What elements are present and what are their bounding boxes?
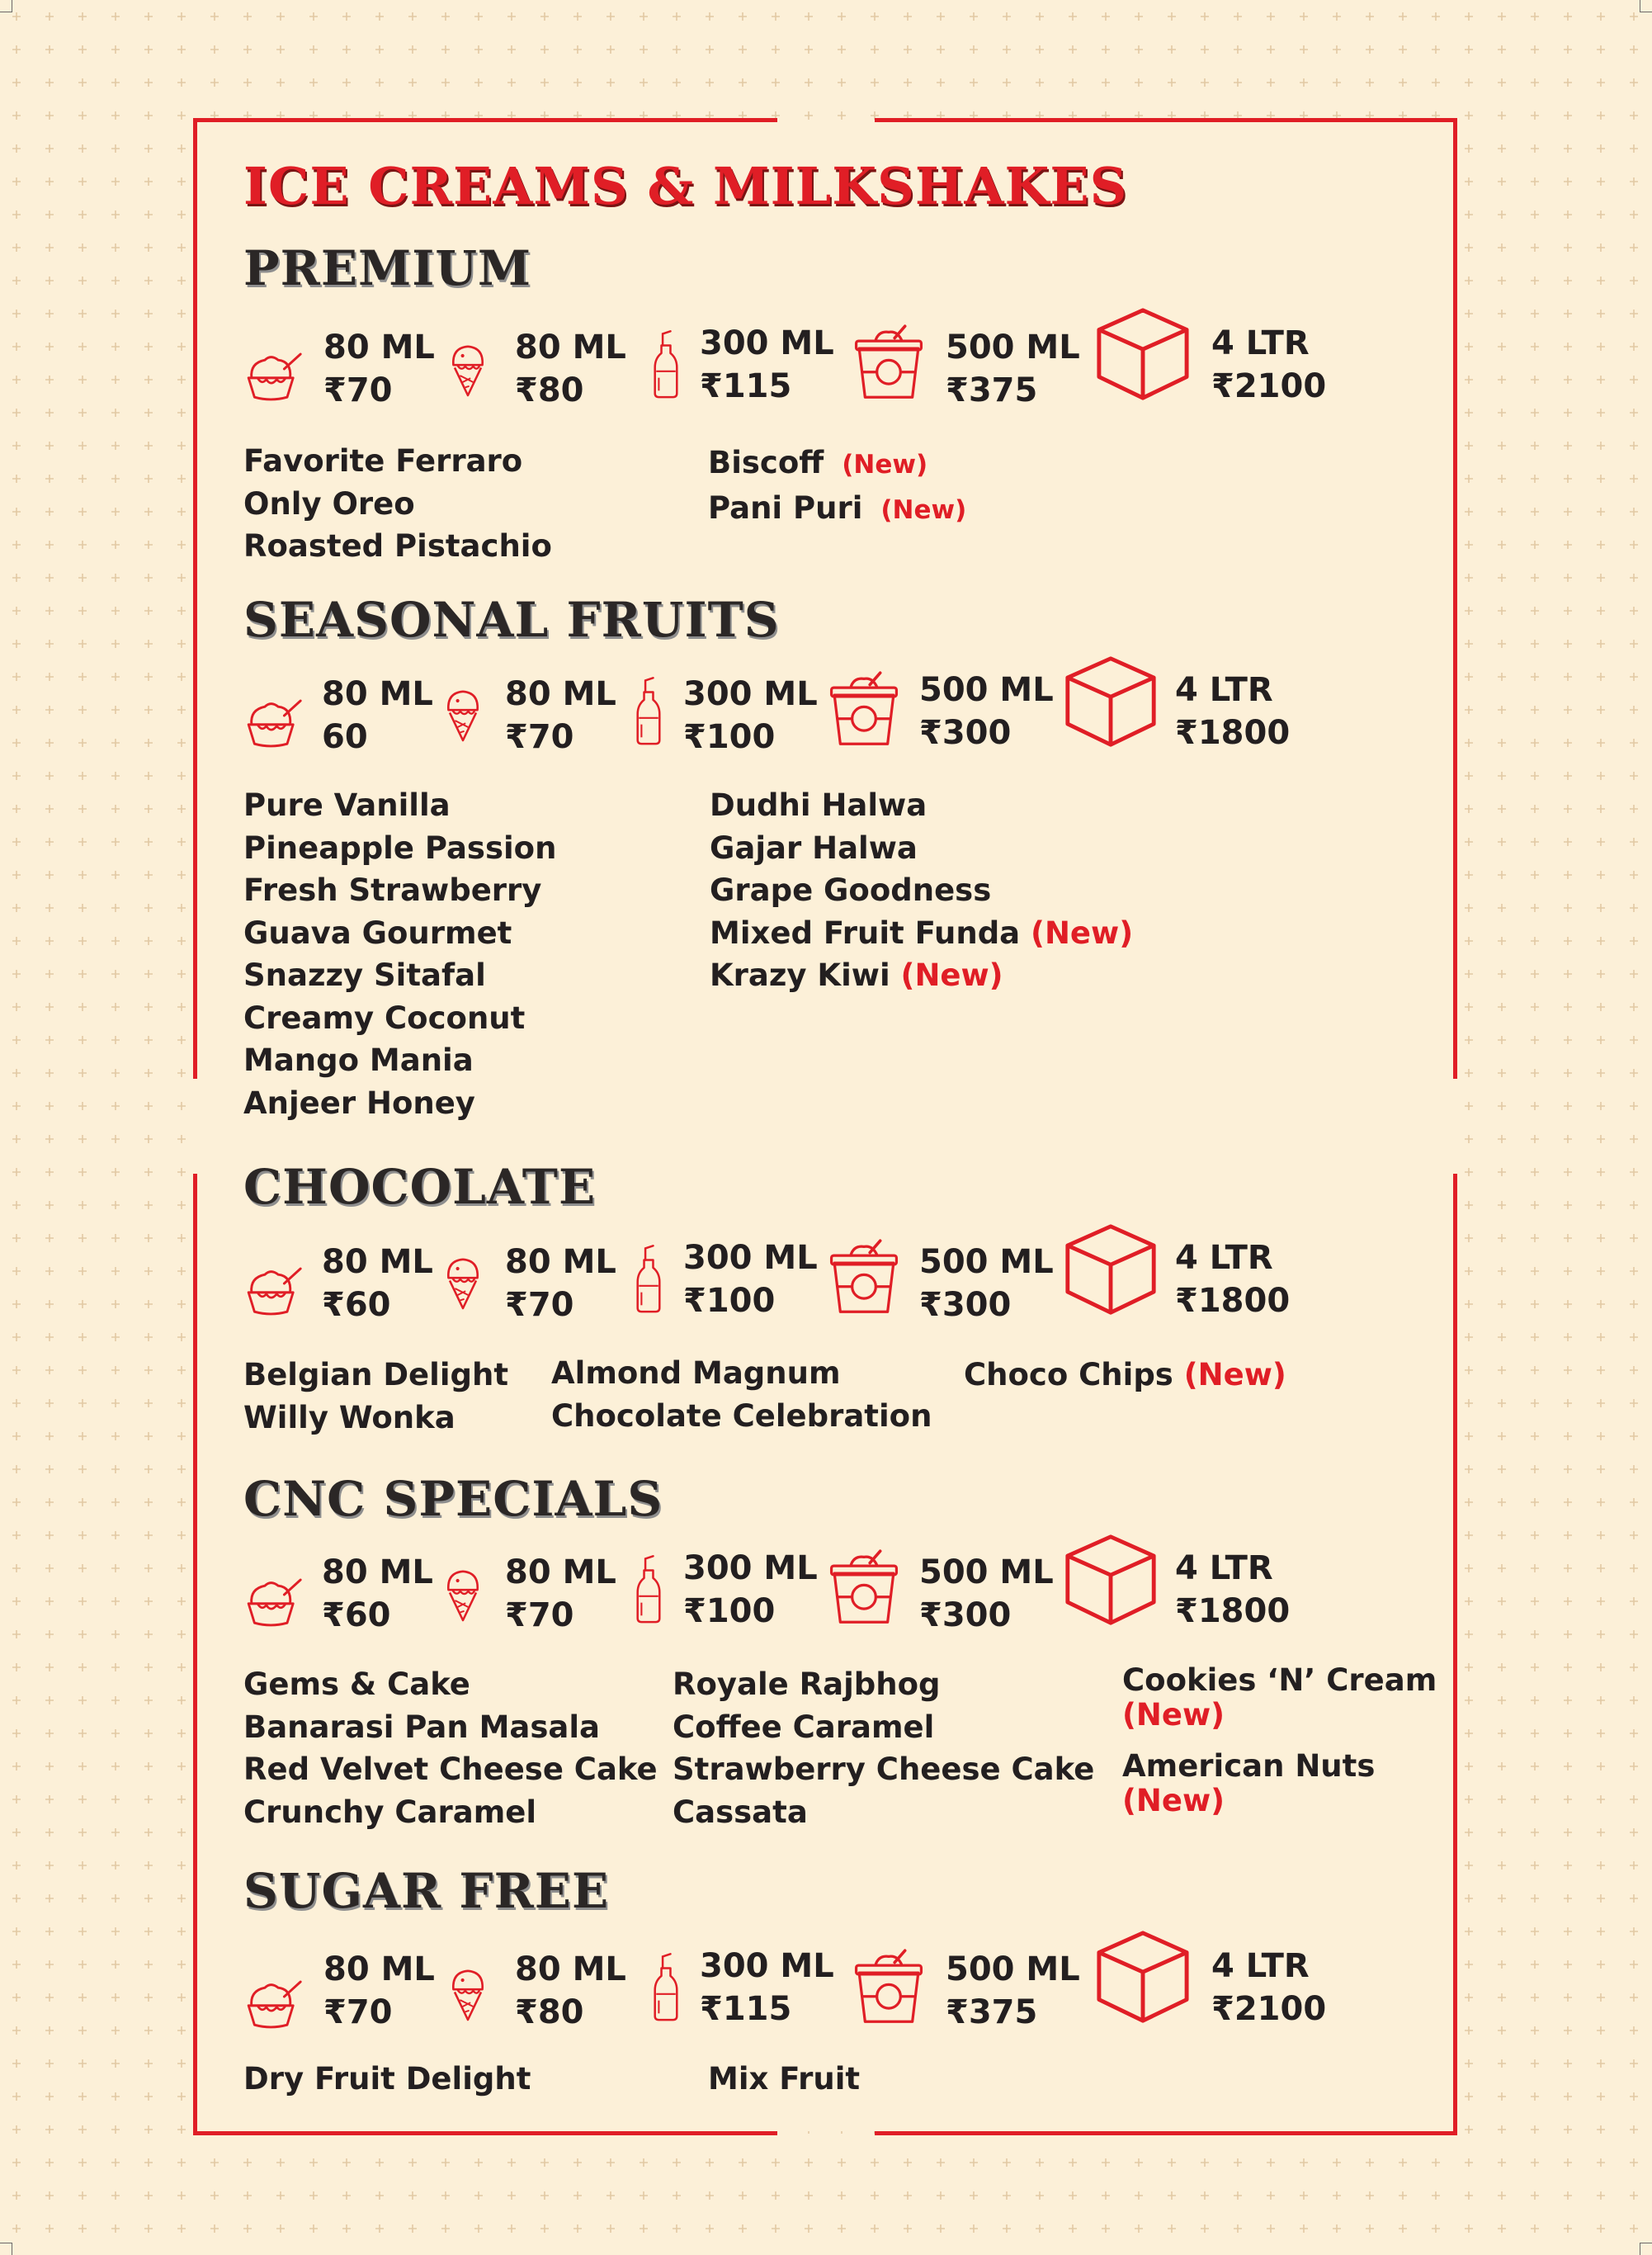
section-title: SUGAR FREE xyxy=(243,1863,610,1919)
flavor-item: Dry Fruit Delight xyxy=(243,2061,531,2097)
ice-cream-tub-icon xyxy=(828,1548,899,1628)
flavor-item: Only Oreo xyxy=(243,485,415,522)
size-label: 500 ML xyxy=(919,1553,1054,1591)
size-label: 500 ML xyxy=(919,671,1054,709)
milkshake-bottle-icon xyxy=(634,1548,663,1631)
family-pack-box-icon xyxy=(1094,1928,1192,2026)
size-label: 300 ML xyxy=(683,1549,818,1587)
price-item xyxy=(683,1547,818,1633)
new-badge: (New) xyxy=(1122,1697,1225,1733)
size-label: 80 ML xyxy=(323,329,435,366)
price-item xyxy=(1175,669,1290,754)
family-pack-box-icon xyxy=(1094,305,1192,403)
price-label: ₹70 xyxy=(323,371,393,409)
flavor-item: Chocolate Celebration xyxy=(551,1397,932,1434)
milkshake-bottle-icon xyxy=(634,670,663,753)
price-item xyxy=(919,669,1054,754)
flavor-column xyxy=(243,1354,508,1439)
crop-mark-top-right xyxy=(1640,0,1652,12)
price-label: ₹1800 xyxy=(1175,1282,1291,1320)
size-label: 500 ML xyxy=(919,1243,1054,1281)
price-item xyxy=(946,1948,1080,2034)
flavor-item: Pani Puri (New) xyxy=(708,489,967,526)
size-label: 80 ML xyxy=(505,675,616,713)
ice-cream-cup-icon xyxy=(243,1974,302,2034)
size-label: 80 ML xyxy=(323,1950,435,1988)
price-label: ₹375 xyxy=(946,1993,1038,2031)
price-label: ₹80 xyxy=(515,1993,584,2031)
flavor-item: Biscoff (New) xyxy=(708,445,928,480)
flavor-column xyxy=(710,784,1133,997)
price-item xyxy=(700,1945,834,2030)
flavor-item: Royale Rajbhog xyxy=(673,1666,941,1702)
ice-cream-tub-icon xyxy=(853,1948,924,2027)
size-label: 300 ML xyxy=(700,1947,834,1985)
crop-mark-bottom-right xyxy=(1640,2243,1652,2255)
flavor-column xyxy=(243,2058,531,2101)
section-title: CHOCOLATE xyxy=(243,1159,597,1215)
price-label: ₹70 xyxy=(505,1286,574,1324)
crop-mark-top-left xyxy=(0,0,12,12)
price-label: ₹2100 xyxy=(1211,367,1327,405)
price-item xyxy=(919,1551,1054,1637)
price-item xyxy=(322,673,433,759)
ice-cream-cup-icon xyxy=(243,693,302,753)
price-label: ₹100 xyxy=(683,1282,776,1320)
size-label: 300 ML xyxy=(683,675,818,713)
price-item xyxy=(946,326,1080,412)
price-item xyxy=(323,326,435,412)
ice-cream-cone-icon xyxy=(443,678,483,749)
ice-cream-cup-icon xyxy=(243,1261,302,1321)
price-label: ₹1800 xyxy=(1175,714,1291,752)
flavor-item: Red Velvet Cheese Cake xyxy=(243,1752,658,1787)
size-label: 80 ML xyxy=(505,1243,616,1281)
flavor-item: Pure Vanilla xyxy=(243,787,451,823)
price-label: 60 xyxy=(322,718,368,756)
family-pack-box-icon xyxy=(1063,654,1159,749)
ice-cream-cone-icon xyxy=(448,333,488,404)
flavor-item: Mix Fruit xyxy=(708,2061,861,2097)
price-label: ₹2100 xyxy=(1211,1990,1327,2028)
flavor-column xyxy=(708,2058,860,2101)
section-title: CNC SPECIALS xyxy=(243,1471,663,1527)
price-label: ₹300 xyxy=(919,1596,1012,1634)
ice-cream-tub-icon xyxy=(828,1238,899,1317)
ice-cream-cup-icon xyxy=(243,1572,302,1632)
ice-cream-cup-icon xyxy=(243,347,302,406)
size-label: 80 ML xyxy=(322,1243,433,1281)
size-label: 500 ML xyxy=(946,329,1080,366)
size-label: 80 ML xyxy=(322,675,433,713)
ice-cream-tub-icon xyxy=(828,670,899,749)
flavor-item: Belgian Delight xyxy=(243,1357,509,1392)
flavor-column xyxy=(243,440,552,568)
flavor-item: Coffee Caramel xyxy=(673,1709,935,1745)
price-label: ₹70 xyxy=(323,1993,393,2031)
size-label: 300 ML xyxy=(683,1239,818,1277)
price-item xyxy=(515,326,626,412)
milkshake-bottle-icon xyxy=(634,1238,663,1321)
milkshake-bottle-icon xyxy=(651,324,681,406)
flavor-item: Pineapple Passion xyxy=(243,830,557,866)
flavor-item: Guava Gourmet xyxy=(243,915,512,951)
price-item xyxy=(505,1241,616,1326)
price-item xyxy=(505,1551,616,1637)
size-label: 4 LTR xyxy=(1211,1947,1310,1985)
flavor-item: Gajar Halwa xyxy=(710,830,918,866)
flavor-item: Roasted Pistachio xyxy=(243,528,552,564)
price-item xyxy=(1211,1945,1326,2030)
size-label: 80 ML xyxy=(322,1553,433,1591)
price-item xyxy=(323,1948,435,2034)
price-label: ₹70 xyxy=(505,718,574,756)
price-label: ₹80 xyxy=(515,371,584,409)
flavor-item: Mango Mania xyxy=(243,1042,474,1078)
section-title: SEASONAL FRUITS xyxy=(243,592,780,648)
new-badge: (New) xyxy=(900,957,1003,993)
flavor-column xyxy=(243,1663,658,1833)
flavor-item: Cassata xyxy=(673,1794,808,1830)
flavor-item: American Nuts xyxy=(1122,1748,1376,1784)
ice-cream-cone-icon xyxy=(448,1958,488,2029)
flavor-column xyxy=(1122,1663,1437,1818)
flavor-item: Cookies ‘N’ Cream xyxy=(1122,1662,1437,1698)
flavor-column xyxy=(964,1354,1286,1397)
new-badge: (New) xyxy=(842,450,928,480)
size-label: 4 LTR xyxy=(1211,324,1310,362)
size-label: 500 ML xyxy=(946,1950,1080,1988)
price-item xyxy=(919,1241,1054,1326)
flavor-column xyxy=(243,784,556,1124)
price-label: ₹1800 xyxy=(1175,1592,1291,1630)
flavor-item: Crunchy Caramel xyxy=(243,1794,537,1830)
size-label: 300 ML xyxy=(700,324,834,362)
price-label: ₹70 xyxy=(505,1596,574,1634)
size-label: 80 ML xyxy=(515,329,626,366)
price-label: ₹115 xyxy=(700,367,792,405)
flavor-column xyxy=(551,1352,932,1437)
price-item xyxy=(322,1551,433,1637)
price-item xyxy=(1175,1547,1290,1633)
price-label: ₹100 xyxy=(683,718,776,756)
flavor-item: Dudhi Halwa xyxy=(710,787,927,823)
ice-cream-cone-icon xyxy=(443,1558,483,1629)
size-label: 4 LTR xyxy=(1175,1239,1273,1277)
milkshake-bottle-icon xyxy=(651,1946,681,2029)
section-title: PREMIUM xyxy=(243,240,532,296)
price-item xyxy=(322,1241,433,1326)
menu-title: ICE CREAMS & MILKSHAKES xyxy=(243,156,1128,216)
flavor-item: Creamy Coconut xyxy=(243,1000,526,1036)
size-label: 80 ML xyxy=(515,1950,626,1988)
new-badge: (New) xyxy=(1031,915,1134,951)
price-item xyxy=(1175,1236,1290,1322)
new-badge: (New) xyxy=(1183,1357,1286,1392)
flavor-item: Banarasi Pan Masala xyxy=(243,1709,601,1745)
size-label: 80 ML xyxy=(505,1553,616,1591)
flavor-item: Choco Chips (New) xyxy=(964,1357,1286,1392)
ice-cream-cone-icon xyxy=(443,1246,483,1317)
new-badge: (New) xyxy=(880,494,967,525)
price-label: ₹115 xyxy=(700,1990,792,2028)
price-item xyxy=(515,1948,626,2034)
price-label: ₹375 xyxy=(946,371,1038,409)
flavor-item: Snazzy Sitafal xyxy=(243,957,486,993)
flavor-item: Willy Wonka xyxy=(243,1399,455,1435)
flavor-column xyxy=(673,1663,1094,1833)
flavor-item: Favorite Ferraro xyxy=(243,443,523,479)
price-item xyxy=(700,322,834,408)
price-item xyxy=(683,673,818,759)
crop-mark-bottom-left xyxy=(0,2243,12,2255)
price-label: ₹300 xyxy=(919,714,1012,752)
price-item xyxy=(505,673,616,759)
price-item xyxy=(1211,322,1326,408)
new-badge: (New) xyxy=(1122,1783,1225,1818)
price-item xyxy=(683,1236,818,1322)
flavor-item: Gems & Cake xyxy=(243,1666,470,1702)
price-label: ₹60 xyxy=(322,1596,391,1634)
flavor-item: Almond Magnum xyxy=(551,1355,841,1391)
price-label: ₹100 xyxy=(683,1592,776,1630)
flavor-item: Fresh Strawberry xyxy=(243,872,542,908)
flavor-column xyxy=(708,442,966,532)
flavor-item: Grape Goodness xyxy=(710,872,992,908)
price-label: ₹60 xyxy=(322,1286,391,1324)
flavor-item: Anjeer Honey xyxy=(243,1085,475,1121)
family-pack-box-icon xyxy=(1063,1222,1159,1317)
size-label: 4 LTR xyxy=(1175,1549,1273,1587)
ice-cream-tub-icon xyxy=(853,324,924,403)
flavor-item: Krazy Kiwi (New) xyxy=(710,957,1003,993)
family-pack-box-icon xyxy=(1063,1532,1159,1628)
size-label: 4 LTR xyxy=(1175,671,1273,709)
price-label: ₹300 xyxy=(919,1286,1012,1324)
flavor-item: Mixed Fruit Funda (New) xyxy=(710,915,1134,951)
flavor-item: Strawberry Cheese Cake xyxy=(673,1752,1095,1787)
